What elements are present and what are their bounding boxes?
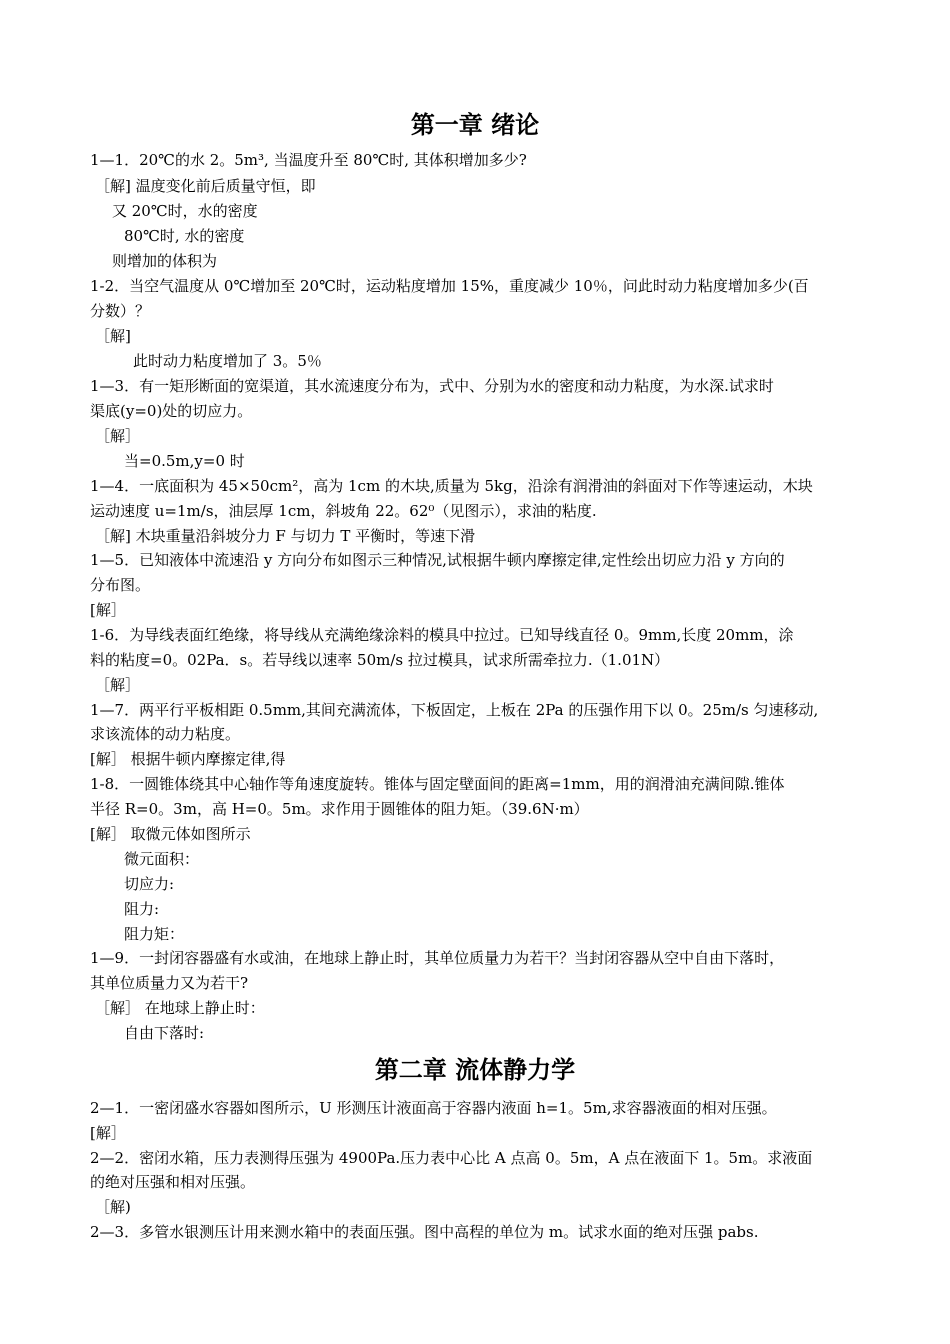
problem-1-6-text: 1-6．为导线表面红绝缘，将导线从充满绝缘涂料的模具中拉过。已知导线直径 0。9mm,长度 20mm，涂	[90, 626, 794, 644]
solution-1-9-line: 自由下落时:	[124, 1024, 205, 1042]
problem-1-5-text: 分布图。	[90, 576, 151, 594]
problem-2-2-text: 的绝对压强和相对压强。	[90, 1173, 256, 1191]
problem-1-2-text: 分数）？	[90, 302, 151, 320]
problem-1-8-text: 半径 R=0。3m，高 H=0。5m。求作用于圆锥体的阻力矩。（39.6N·m）	[90, 800, 589, 818]
problem-1-6-text: 料的粘度=0。02Pa．s。若导线以速率 50m/s 拉过模具，试求所需牵拉力.（1.01N）	[90, 651, 670, 669]
solution-1-3-line: 当=0.5m,y=0 时	[124, 452, 245, 470]
solution-1-9-line: ［解］ 在地球上静止时：	[95, 999, 265, 1017]
problem-1-5-text: 1—5．已知液体中流速沿 y 方向分布如图示三种情况,试根据牛顿内摩擦定律,定性绘出切应力沿 y 方向的	[90, 551, 785, 569]
solution-1-8-line: [解］ 取微元体如图所示	[90, 825, 251, 843]
solution-1-8-line: 阻力矩：	[124, 925, 185, 943]
solution-1-2-label: ［解]	[95, 327, 131, 345]
chapter-2-title: 第二章 流体静力学	[374, 1056, 576, 1084]
solution-1-8-line: 微元面积：	[124, 850, 200, 868]
solution-1-1-line: 又 20℃时，水的密度	[112, 202, 258, 220]
solution-2-1-label: [解］	[90, 1124, 126, 1142]
solution-1-2-line: 此时动力粘度增加了 3。5％	[133, 352, 322, 370]
problem-1-7-text: 1—7．两平行平板相距 0.5mm,其间充满流体，下板固定，上板在 2Pa 的压强作用下以 0。25m/s 匀速移动,	[90, 701, 819, 719]
problem-1-4-text: 1—4．一底面积为 45×50cm²，高为 1cm 的木块,质量为 5kg，沿涂有润滑油的斜面对下作等速运动，木块	[90, 477, 813, 495]
problem-1-9-text: 1—9．一封闭容器盛有水或油，在地球上静止时，其单位质量力为若干？当封闭容器从空中自由下落时，	[90, 949, 785, 967]
solution-1-8-line: 切应力:	[124, 875, 175, 893]
problem-1-3-text: 渠底(y=0)处的切应力。	[90, 402, 253, 420]
problem-1-9-text: 其单位质量力又为若干?	[90, 974, 249, 992]
solution-1-8-line: 阻力:	[124, 900, 160, 918]
solution-1-7-line: [解］ 根据牛顿内摩擦定律,得	[90, 750, 286, 768]
solution-1-1-line: 80℃时, 水的密度	[124, 227, 245, 245]
chapter-1-title: 第一章 绪论	[410, 111, 540, 139]
solution-2-2-label: ［解)	[95, 1198, 131, 1216]
solution-1-6-label: ［解］	[95, 676, 141, 694]
problem-1-8-text: 1-8．一圆锥体绕其中心轴作等角速度旋转。锥体与固定壁面间的距离=1mm，用的润滑油充满间隙.锥体	[90, 775, 785, 793]
problem-2-1-text: 2—1．一密闭盛水容器如图所示，U 形测压计液面高于容器内液面 h=1。5m,求容器液面的相对压强。	[90, 1099, 777, 1117]
solution-1-4-line: ［解] 木块重量沿斜坡分力 F 与切力 T 平衡时，等速下滑	[95, 527, 476, 545]
solution-1-3-label: ［解］	[95, 427, 141, 445]
solution-1-1-line: 则增加的体积为	[112, 252, 218, 270]
problem-2-3-text: 2—3．多管水银测压计用来测水箱中的表面压强。图中高程的单位为 m。试求水面的绝对压强 pabs.	[90, 1223, 759, 1241]
solution-1-5-label: [解］	[90, 601, 126, 619]
problem-1-3-text: 1—3．有一矩形断面的宽渠道，其水流速度分布为，式中、分别为水的密度和动力粘度，为水深.试求时	[90, 377, 774, 395]
problem-2-2-text: 2—2．密闭水箱，压力表测得压强为 4900Pa.压力表中心比 A 点高 0。5m，A 点在液面下 1。5m。求液面	[90, 1149, 813, 1167]
problem-1-7-text: 求该流体的动力粘度。	[90, 725, 241, 743]
solution-1-1-label: ［解] 温度变化前后质量守恒，即	[95, 177, 316, 195]
problem-1-2-text: 1-2．当空气温度从 0℃增加至 20℃时，运动粘度增加 15%，重度减少 10％，问此时动力粘度增加多少(百	[90, 277, 809, 295]
problem-1-4-text: 运动速度 u=1m/s，油层厚 1cm，斜坡角 22。62⁰（见图示），求油的粘度.	[90, 502, 597, 520]
problem-1-1-text: 1—1．20℃的水 2。5m³, 当温度升至 80℃时, 其体积增加多少?	[90, 151, 527, 169]
